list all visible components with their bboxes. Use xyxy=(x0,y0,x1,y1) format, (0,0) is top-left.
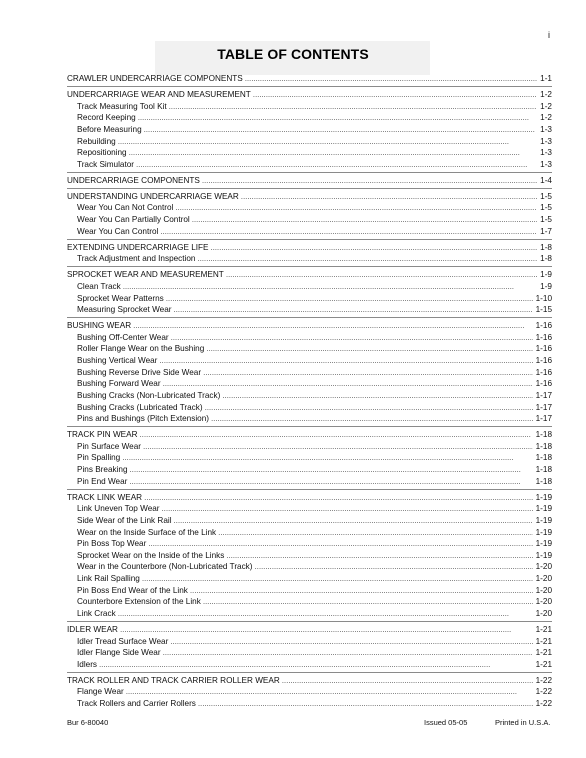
dot-leader xyxy=(245,73,537,84)
dot-leader xyxy=(148,538,532,549)
toc-section[interactable] xyxy=(67,429,552,440)
toc-entry-page: 1-20 xyxy=(535,562,552,572)
toc-section-page: 1-2 xyxy=(540,90,552,99)
toc-entry-page: 1-2 xyxy=(540,113,552,123)
toc-entry-label: Side Wear of the Link Rail xyxy=(77,515,172,525)
section-divider xyxy=(67,621,552,622)
toc-entry[interactable] xyxy=(77,202,552,213)
toc-entry[interactable] xyxy=(77,538,552,549)
dot-leader xyxy=(120,624,533,635)
toc-entry[interactable] xyxy=(77,293,552,304)
toc-section[interactable] xyxy=(67,191,552,202)
dot-leader xyxy=(190,585,533,596)
toc-section-label: TRACK LINK WEAR xyxy=(67,492,143,502)
toc-entry-page: 1-16 xyxy=(535,332,552,342)
toc-entry[interactable] xyxy=(77,476,552,487)
toc-entry-page: 1-21 xyxy=(535,659,552,669)
toc-entry-page: 1-19 xyxy=(535,504,552,514)
toc-entry[interactable] xyxy=(77,596,552,607)
dot-leader xyxy=(211,413,533,424)
dot-leader xyxy=(160,226,537,237)
toc-entry-label: Bushing Reverse Drive Side Wear xyxy=(77,367,202,377)
toc-section[interactable] xyxy=(67,675,552,686)
toc-entry-page: 1-17 xyxy=(535,414,552,424)
toc-entry[interactable] xyxy=(77,281,552,292)
dot-leader xyxy=(198,698,533,709)
toc-entry[interactable] xyxy=(77,226,552,237)
dot-leader xyxy=(170,636,532,647)
dot-leader xyxy=(197,253,537,264)
dot-leader xyxy=(192,214,537,225)
dot-leader xyxy=(222,390,532,401)
page-number: i xyxy=(548,30,550,40)
toc-entry-page: 1-18 xyxy=(535,441,552,451)
toc-section-page: 1-16 xyxy=(535,321,552,331)
toc-entry-label: Track Adjustment and Inspection xyxy=(77,254,196,264)
toc-entry-page: 1-16 xyxy=(535,379,552,389)
section-divider xyxy=(67,172,552,173)
toc-entry[interactable] xyxy=(77,343,552,354)
toc-entry-page: 1-19 xyxy=(535,550,552,560)
toc-entry-page: 1-20 xyxy=(535,574,552,583)
toc-entry-page: 1-21 xyxy=(535,636,552,646)
toc-entry-page: 1-5 xyxy=(540,215,552,224)
footer-doc-number: Bur 6-80040 xyxy=(67,718,109,727)
toc-entry-page: 1-5 xyxy=(540,203,552,213)
toc-entry[interactable] xyxy=(77,332,552,343)
toc-section-label: TRACK ROLLER AND TRACK CARRIER ROLLER WEAR xyxy=(67,675,280,685)
toc-section-page: 1-18 xyxy=(535,430,552,440)
toc-entry[interactable] xyxy=(77,159,552,170)
toc-entry-page: 1-3 xyxy=(540,148,552,158)
toc-entry-page: 1-19 xyxy=(535,515,552,525)
toc-entry[interactable] xyxy=(77,441,552,452)
toc-entry-label: Pins Breaking xyxy=(77,465,128,474)
toc-section-page: 1-9 xyxy=(540,270,552,280)
toc-entry-label: Pin Boss Top Wear xyxy=(77,539,147,549)
dot-leader xyxy=(142,573,533,584)
toc-entry[interactable] xyxy=(77,112,552,123)
toc-section[interactable] xyxy=(67,242,552,253)
dot-leader xyxy=(226,550,532,561)
toc-section-label: SPROCKET WEAR AND MEASUREMENT xyxy=(67,270,224,280)
toc-entry-page: 1-3 xyxy=(540,136,552,146)
dot-leader xyxy=(174,304,533,315)
section-divider xyxy=(67,266,552,267)
toc-entry[interactable] xyxy=(77,136,552,147)
toc-entry-label: Counterbore Extension of the Link xyxy=(77,597,201,607)
toc-entry-label: Wear in the Counterbore (Non-Lubricated Track) xyxy=(77,562,253,572)
toc-entry-label: Before Measuring xyxy=(77,124,142,134)
toc-entry[interactable] xyxy=(77,378,552,389)
dot-leader xyxy=(130,464,533,475)
toc-entry-page: 1-3 xyxy=(540,124,552,134)
dot-leader xyxy=(123,281,537,292)
toc-entry-label: Repositioning xyxy=(77,148,127,158)
toc-entry-label: Bushing Cracks (Non-Lubricated Track) xyxy=(77,390,221,400)
dot-leader xyxy=(144,124,538,135)
toc-entry-page: 1-16 xyxy=(535,356,552,365)
toc-entry-label: Wear You Can Not Control xyxy=(77,203,174,213)
toc-entry-page: 1-9 xyxy=(540,281,552,291)
toc-entry-page: 1-2 xyxy=(540,101,552,111)
toc-section-page: 1-1 xyxy=(540,74,552,83)
toc-section-label: BUSHING WEAR xyxy=(67,321,132,331)
toc-entry[interactable] xyxy=(77,355,552,366)
toc-entry-label: Link Uneven Top Wear xyxy=(77,504,160,514)
toc-entry-page: 1-20 xyxy=(535,585,552,595)
toc-entry-page: 1-17 xyxy=(535,390,552,400)
toc-entry-page: 1-21 xyxy=(535,648,552,658)
toc-section-label: IDLER WEAR xyxy=(67,624,118,634)
toc-entry-label: Rebuilding xyxy=(77,136,116,146)
toc-section-label: UNDERSTANDING UNDERCARRIAGE WEAR xyxy=(67,191,239,201)
dot-leader xyxy=(241,191,537,202)
toc-section[interactable] xyxy=(67,89,552,100)
dot-leader xyxy=(282,675,533,686)
toc-entry-label: Track Simulator xyxy=(77,159,135,169)
footer-issued: Issued 05-05 xyxy=(424,718,468,727)
section-divider xyxy=(67,489,552,490)
toc-entry-label: Idlers xyxy=(77,659,98,669)
toc-entry[interactable] xyxy=(77,527,552,538)
toc-entry-page: 1-18 xyxy=(535,465,552,474)
toc-entry-page: 1-15 xyxy=(535,305,552,315)
toc-entry[interactable] xyxy=(77,390,552,401)
toc-entry[interactable] xyxy=(77,561,552,572)
toc-entry-label: Clean Track xyxy=(77,281,121,291)
toc-entry-page: 1-18 xyxy=(535,453,552,463)
toc-section-label: CRAWLER UNDERCARRIAGE COMPONENTS xyxy=(67,74,243,83)
toc-entry[interactable] xyxy=(77,147,552,158)
toc-entry-label: Wear You Can Partially Control xyxy=(77,215,190,224)
toc-entry-label: Sprocket Wear Patterns xyxy=(77,293,164,303)
toc-entry[interactable] xyxy=(77,659,552,670)
toc-section-label: TRACK PIN WEAR xyxy=(67,430,138,440)
dot-leader xyxy=(163,647,533,658)
dot-leader xyxy=(203,596,533,607)
page-title: TABLE OF CONTENTS xyxy=(217,46,369,62)
toc-section[interactable] xyxy=(67,269,552,280)
toc-entry-page: 1-22 xyxy=(535,699,552,708)
toc-entry[interactable] xyxy=(77,573,552,584)
toc-entry-label: Track Measuring Tool Kit xyxy=(77,101,167,111)
toc-entry-label: Idler Tread Surface Wear xyxy=(77,636,169,646)
toc-entry-label: Record Keeping xyxy=(77,113,136,123)
toc-entry[interactable] xyxy=(77,636,552,647)
toc-entry[interactable] xyxy=(77,413,552,424)
dot-leader xyxy=(118,136,537,147)
dot-leader xyxy=(210,242,537,253)
dot-leader xyxy=(226,269,537,280)
dot-leader xyxy=(175,202,537,213)
toc-entry-label: Sprocket Wear on the Inside of the Links xyxy=(77,550,225,560)
toc-entry-page: 1-8 xyxy=(540,254,552,264)
toc-entry-page: 1-16 xyxy=(535,367,552,377)
toc-entry-page: 1-19 xyxy=(535,527,552,537)
toc-entry[interactable] xyxy=(77,101,552,112)
toc-entry-label: Bushing Cracks (Lubricated Track) xyxy=(77,402,203,412)
toc-entry[interactable] xyxy=(77,402,552,413)
toc-section[interactable] xyxy=(67,492,552,503)
toc-entry-label: Wear You Can Control xyxy=(77,226,159,236)
toc-section-page: 1-5 xyxy=(540,191,552,201)
toc-entry-page: 1-17 xyxy=(535,402,552,412)
toc-entry-page: 1-20 xyxy=(535,597,552,607)
toc-entry[interactable] xyxy=(77,503,552,514)
section-divider xyxy=(67,239,552,240)
toc-entry-label: Pin Boss End Wear of the Link xyxy=(77,585,188,595)
toc-section[interactable] xyxy=(67,73,552,84)
toc-section-page: 1-22 xyxy=(535,675,552,685)
toc-entry[interactable] xyxy=(77,608,552,619)
toc-entry-page: 1-16 xyxy=(535,344,552,354)
toc-entry[interactable] xyxy=(77,698,552,709)
toc-entry-page: 1-20 xyxy=(535,608,552,618)
toc-section-label: EXTENDING UNDERCARRIAGE LIFE xyxy=(67,242,209,252)
dot-leader xyxy=(202,175,537,186)
toc-entry[interactable] xyxy=(77,253,552,264)
toc-entry[interactable] xyxy=(77,304,552,315)
dot-leader xyxy=(138,112,537,123)
toc-section-label: UNDERCARRIAGE COMPONENTS xyxy=(67,175,200,185)
toc-entry[interactable] xyxy=(77,585,552,596)
toc-entry-label: Bushing Vertical Wear xyxy=(77,356,158,365)
toc-entry[interactable] xyxy=(77,452,552,463)
toc-entry-page: 1-10 xyxy=(535,293,552,303)
dot-leader xyxy=(206,343,532,354)
toc-section[interactable] xyxy=(67,175,552,186)
section-divider xyxy=(67,188,552,189)
dot-leader xyxy=(129,476,532,487)
dot-leader xyxy=(159,355,532,366)
toc-section-label: UNDERCARRIAGE WEAR AND MEASUREMENT xyxy=(67,90,251,99)
toc-entry-label: Bushing Forward Wear xyxy=(77,379,161,389)
toc-entry-label: Pin Surface Wear xyxy=(77,441,142,451)
dot-leader xyxy=(253,89,537,100)
toc-section-page: 1-8 xyxy=(540,242,552,252)
toc-entry-label: Pin Spalling xyxy=(77,453,121,463)
toc-section-page: 1-4 xyxy=(540,175,552,185)
dot-leader xyxy=(126,686,533,697)
dot-leader xyxy=(205,402,533,413)
dot-leader xyxy=(143,441,533,452)
dot-leader xyxy=(140,429,533,440)
toc-entry-page: 1-19 xyxy=(535,539,552,549)
dot-leader xyxy=(218,527,532,538)
dot-leader xyxy=(169,101,538,112)
section-divider xyxy=(67,426,552,427)
toc-section-page: 1-21 xyxy=(535,624,552,634)
section-divider xyxy=(67,672,552,673)
toc-entry[interactable] xyxy=(77,550,552,561)
dot-leader xyxy=(174,515,533,526)
toc-entry-label: Wear on the Inside Surface of the Link xyxy=(77,527,217,537)
toc-entry[interactable] xyxy=(77,367,552,378)
footer-printed: Printed in U.S.A. xyxy=(495,718,551,727)
toc-section[interactable] xyxy=(67,320,552,331)
toc-entry-page: 1-18 xyxy=(535,476,552,486)
toc-entry-label: Measuring Sprocket Wear xyxy=(77,305,172,315)
toc-entry-label: Pin End Wear xyxy=(77,476,128,486)
toc-entry-label: Bushing Off-Center Wear xyxy=(77,332,169,342)
toc-entry[interactable] xyxy=(77,464,552,475)
section-divider xyxy=(67,86,552,87)
dot-leader xyxy=(255,561,533,572)
dot-leader xyxy=(118,608,533,619)
toc-entry[interactable] xyxy=(77,515,552,526)
toc-entry-label: Roller Flange Wear on the Bushing xyxy=(77,344,205,354)
toc-entry-label: Track Rollers and Carrier Rollers xyxy=(77,699,196,708)
dot-leader xyxy=(171,332,533,343)
toc-entry-label: Link Rail Spalling xyxy=(77,574,140,583)
dot-leader xyxy=(133,320,532,331)
dot-leader xyxy=(162,503,533,514)
toc-entry-label: Idler Flange Side Wear xyxy=(77,648,161,658)
dot-leader xyxy=(99,659,533,670)
dot-leader xyxy=(136,159,537,170)
toc-entry[interactable] xyxy=(77,647,552,658)
dot-leader xyxy=(163,378,533,389)
toc-entry[interactable] xyxy=(77,124,552,135)
toc-section-page: 1-19 xyxy=(535,492,552,502)
toc-entry[interactable] xyxy=(77,686,552,697)
toc-entry-page: 1-7 xyxy=(540,226,552,236)
dot-leader xyxy=(129,147,538,158)
toc-entry[interactable] xyxy=(77,214,552,225)
toc-entry-label: Pins and Bushings (Pitch Extension) xyxy=(77,414,209,424)
section-divider xyxy=(67,317,552,318)
dot-leader xyxy=(166,293,533,304)
toc-entry-label: Link Crack xyxy=(77,608,116,618)
toc-entry-page: 1-22 xyxy=(535,687,552,697)
toc-section[interactable] xyxy=(67,624,552,635)
dot-leader xyxy=(144,492,533,503)
dot-leader xyxy=(122,452,532,463)
dot-leader xyxy=(203,367,533,378)
toc-entry-page: 1-3 xyxy=(540,159,552,169)
toc-entry-label: Flange Wear xyxy=(77,687,124,697)
